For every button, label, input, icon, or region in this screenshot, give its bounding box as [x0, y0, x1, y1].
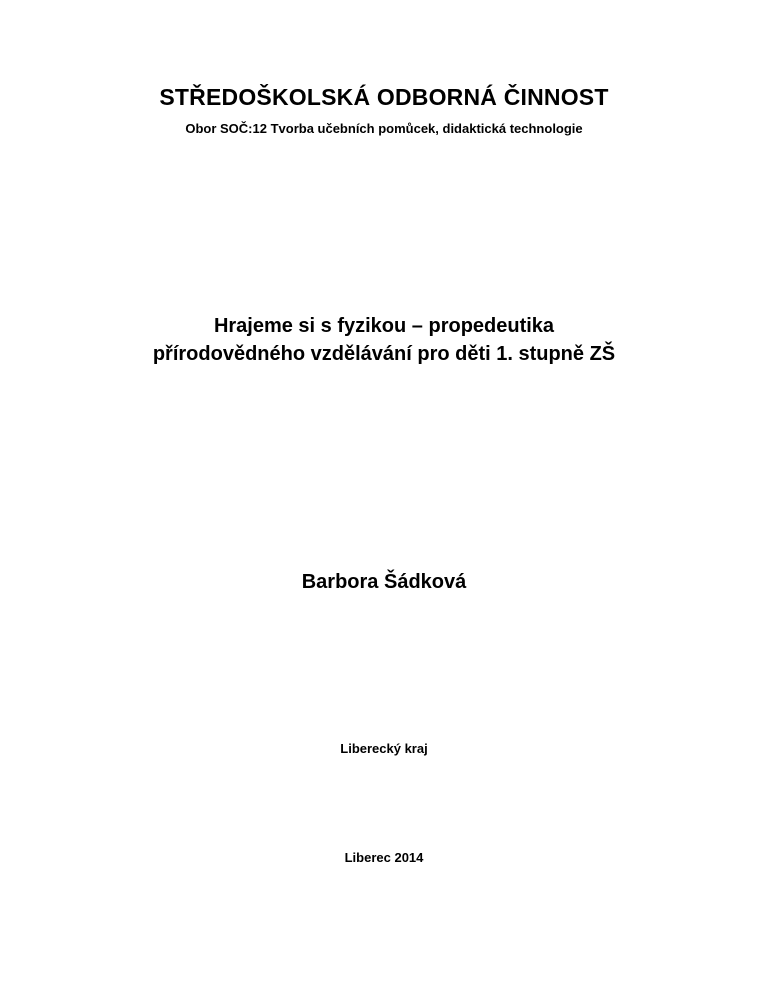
region: Liberecký kraj: [340, 741, 428, 756]
author-name: Barbora Šádková: [301, 571, 467, 593]
place-year: Liberec 2014: [344, 850, 424, 865]
page-title: STŘEDOŠKOLSKÁ ODBORNÁ ČINNOST: [159, 84, 609, 110]
thesis-title: [0, 312, 768, 368]
thesis-title-line-1: Hrajeme si s fyzikou – propedeutika: [213, 315, 555, 337]
thesis-title-line-2: přírodovědného vzdělávání pro děti 1. stupně ZŠ: [152, 343, 616, 365]
field-subtitle: Obor SOČ:12 Tvorba učebních pomůcek, didaktická technologie: [185, 121, 583, 136]
